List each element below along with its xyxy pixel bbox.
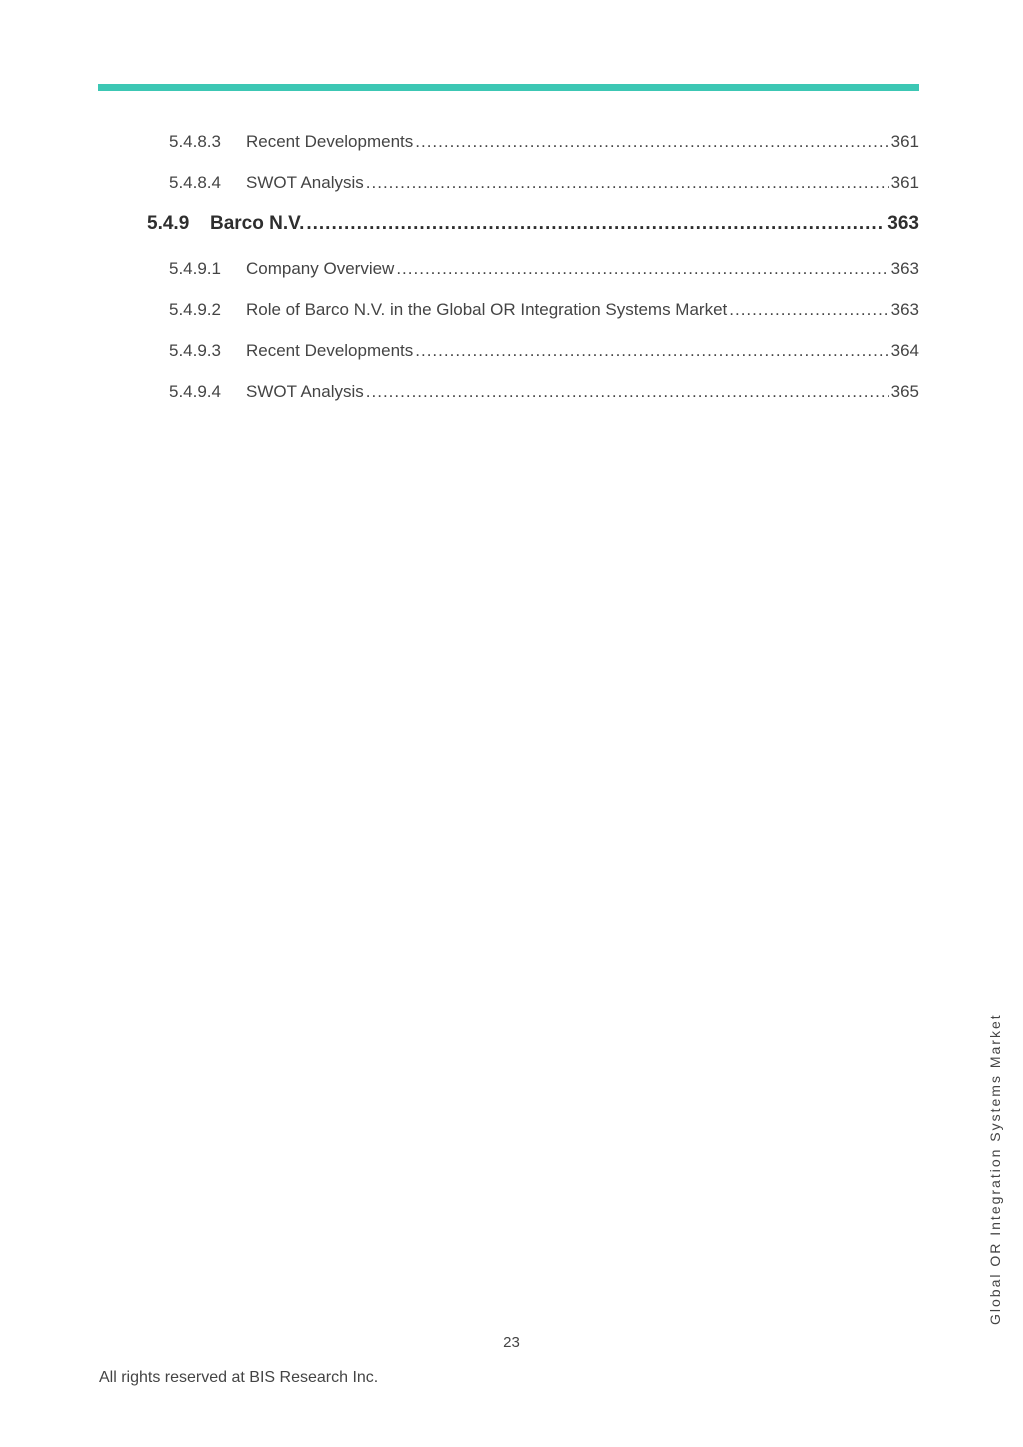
- table-of-contents: [98, 128, 919, 419]
- toc-entry-number: 5.4.9: [147, 213, 190, 234]
- header-accent-bar: [98, 84, 919, 91]
- toc-entry-5-4-8-3[interactable]: [98, 128, 919, 169]
- toc-entry-5-4-9-1[interactable]: [98, 255, 919, 296]
- dot-leader: [396, 255, 888, 283]
- toc-entry-number: 5.4.8.3: [169, 132, 221, 151]
- copyright-footer: All rights reserved at BIS Research Inc.: [99, 1369, 379, 1386]
- dot-leader: [306, 210, 885, 238]
- toc-entry-title: Barco N.V.: [210, 213, 305, 234]
- toc-entry-5-4-9[interactable]: [98, 210, 919, 255]
- dot-leader: [729, 296, 888, 324]
- toc-entry-page: 363: [890, 300, 919, 319]
- toc-entry-page: 364: [890, 341, 919, 360]
- dot-leader: [415, 128, 888, 156]
- toc-entry-5-4-9-4[interactable]: [98, 378, 919, 419]
- toc-entry-number: 5.4.8.4: [169, 173, 221, 192]
- toc-entry-number: 5.4.9.1: [169, 259, 221, 278]
- report-side-title: Global OR Integration Systems Market: [987, 1013, 1003, 1325]
- toc-entry-title: SWOT Analysis: [246, 382, 364, 401]
- toc-entry-page: 361: [890, 132, 919, 151]
- toc-entry-page: 365: [890, 382, 919, 401]
- toc-entry-number: 5.4.9.4: [169, 382, 221, 401]
- dot-leader: [415, 337, 888, 365]
- dot-leader: [366, 169, 889, 197]
- toc-entry-page: 363: [890, 259, 919, 278]
- toc-entry-title: Company Overview: [246, 259, 395, 278]
- toc-entry-number: 5.4.9.2: [169, 300, 221, 319]
- toc-entry-title: Recent Developments: [246, 132, 414, 151]
- toc-entry-page: 361: [890, 173, 919, 192]
- toc-entry-page: 363: [887, 213, 919, 234]
- page-number: 23: [503, 1334, 520, 1351]
- toc-entry-5-4-9-2[interactable]: [98, 296, 919, 337]
- toc-entry-number: 5.4.9.3: [169, 341, 221, 360]
- toc-entry-title: Role of Barco N.V. in the Global OR Integration Systems Market: [246, 300, 728, 319]
- toc-entry-5-4-9-3[interactable]: [98, 337, 919, 378]
- toc-entry-title: Recent Developments: [246, 341, 414, 360]
- dot-leader: [366, 378, 889, 406]
- toc-entry-5-4-8-4[interactable]: [98, 169, 919, 210]
- toc-entry-title: SWOT Analysis: [246, 173, 364, 192]
